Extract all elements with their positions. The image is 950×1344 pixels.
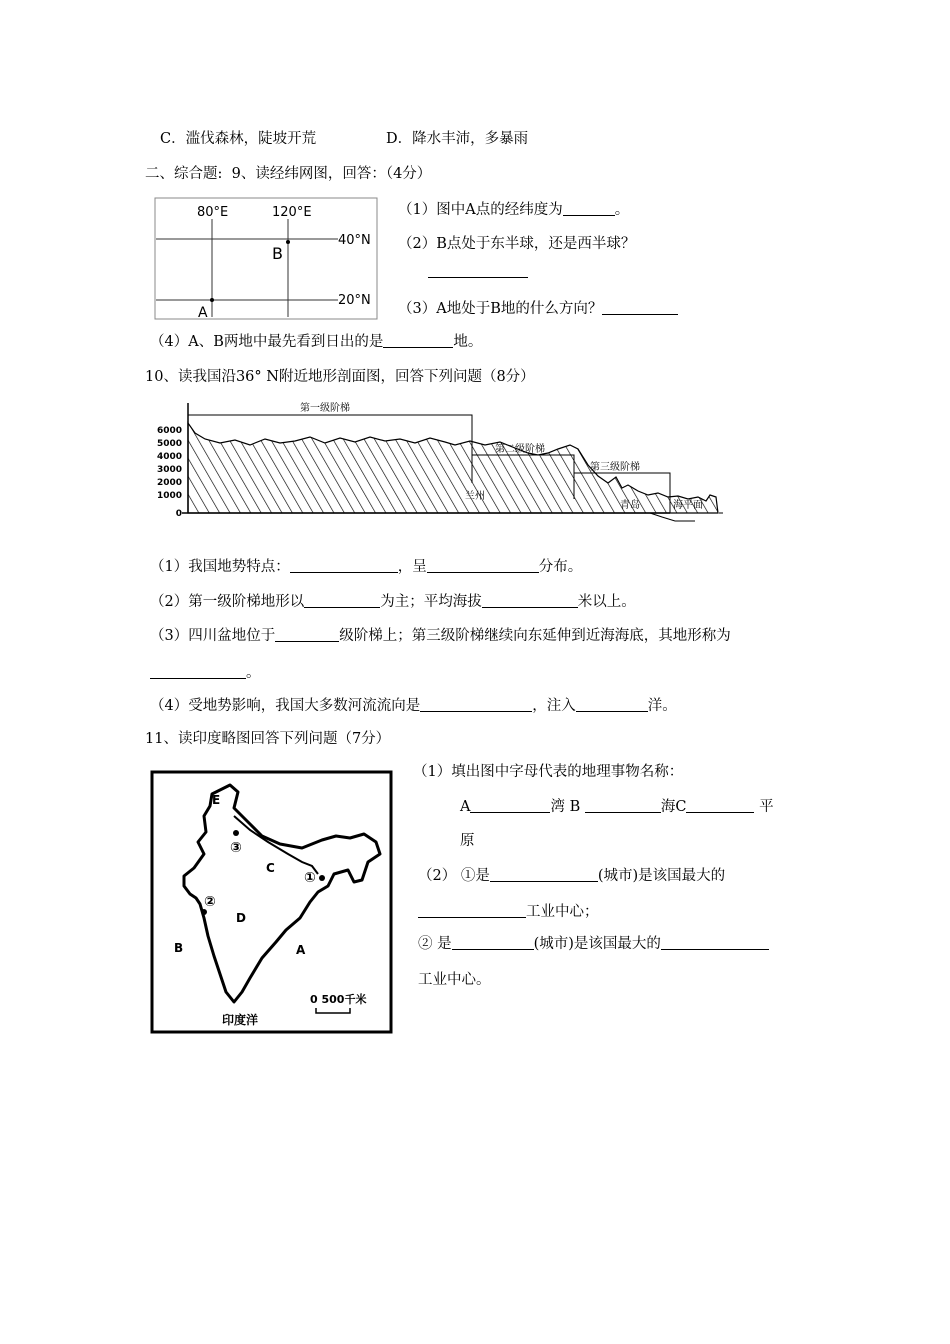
map-label-b: B bbox=[174, 941, 184, 955]
q9-part4-text: （4）A、B两地中最先看到日出的是 bbox=[150, 334, 384, 350]
india-sketch-map bbox=[150, 770, 393, 1034]
q10-part2-text: （2）第一级阶梯地形以 bbox=[150, 594, 305, 610]
lat-label-40n: 40°N bbox=[338, 233, 371, 248]
answer-blank[interactable] bbox=[383, 333, 453, 349]
q11-part2-end: 工业中心； bbox=[526, 904, 599, 920]
q11-title: 11、读印度略图回答下列问题（7分） bbox=[145, 731, 391, 747]
q9-part4-end: 地。 bbox=[453, 334, 483, 350]
q10-part1-text: （1）我国地势特点： bbox=[150, 559, 290, 575]
map-label-e: E bbox=[212, 793, 221, 807]
y-tick-0: 0 bbox=[175, 509, 182, 519]
y-tick-2000: 2000 bbox=[156, 478, 182, 488]
map-label-d: D bbox=[236, 911, 246, 925]
q10-part3-mid: 级阶梯上；第三级阶梯继续向东延伸到近海海底，其地形称为 bbox=[339, 628, 731, 644]
q10-part3 bbox=[150, 624, 731, 645]
q11-part2-cont bbox=[418, 900, 599, 921]
q9-title: 9、读经纬网图，回答：（4分） bbox=[231, 166, 432, 182]
point-b-marker bbox=[286, 240, 290, 244]
y-tick-4000: 4000 bbox=[156, 452, 182, 462]
q9-part3-text: （3）A地处于B地的什么方向？ bbox=[398, 301, 603, 317]
y-tick-1000: 1000 bbox=[156, 491, 182, 501]
option-d: D．降水丰沛，多暴雨 bbox=[386, 131, 529, 147]
lon-label-80e: 80°E bbox=[197, 205, 229, 220]
lat-lon-grid-map bbox=[150, 197, 380, 322]
ocean-label: 印度洋 bbox=[222, 1013, 259, 1027]
q9-part4 bbox=[150, 330, 482, 351]
q11-part1-fill bbox=[460, 795, 774, 816]
step3-label: 第三级阶梯 bbox=[590, 462, 640, 473]
option-c: C．滥伐森林，陡坡开荒 bbox=[160, 131, 317, 147]
answer-blank[interactable] bbox=[576, 697, 648, 713]
answer-blank[interactable] bbox=[686, 798, 754, 814]
q9-part1-end: 。 bbox=[614, 202, 630, 218]
map-label-c: C bbox=[266, 861, 275, 875]
answer-blank[interactable] bbox=[602, 300, 678, 316]
q9-part2-answer bbox=[428, 262, 528, 280]
point-a-marker bbox=[210, 298, 214, 302]
y-tick-3000: 3000 bbox=[156, 465, 182, 475]
terrain-profile bbox=[150, 393, 730, 525]
lanzhou-label: 兰州 bbox=[465, 491, 485, 502]
q11-part2-city2-mid: (城市)是该国最大的 bbox=[533, 936, 661, 952]
map-label-a: A bbox=[296, 943, 306, 957]
sea-level-label: 海平面 bbox=[673, 500, 703, 511]
answer-blank[interactable] bbox=[304, 593, 380, 609]
q10-part2-end: 米以上。 bbox=[577, 594, 636, 610]
answer-blank[interactable] bbox=[150, 664, 246, 680]
q10-part2 bbox=[150, 590, 636, 611]
q10-part4-mid: ，注入 bbox=[532, 698, 576, 714]
q10-part3-cont bbox=[150, 661, 261, 682]
answer-blank[interactable] bbox=[420, 697, 532, 713]
q9-part2: （2）B点处于东半球，还是西半球？ bbox=[398, 236, 636, 252]
q11-label-sea-c: 海C bbox=[660, 799, 687, 815]
answer-blank[interactable] bbox=[470, 798, 550, 814]
q11-label-bay-b: 湾 B bbox=[550, 799, 581, 815]
answer-blank[interactable] bbox=[428, 262, 528, 278]
answer-blank[interactable] bbox=[427, 558, 539, 574]
q11-part2-city2-end: 工业中心。 bbox=[418, 972, 491, 988]
y-tick-5000: 5000 bbox=[156, 439, 182, 449]
step1-label: 第一级阶梯 bbox=[300, 403, 350, 414]
answer-blank[interactable] bbox=[452, 935, 534, 951]
q11-part1-cont: 原 bbox=[460, 833, 475, 849]
q11-part1: （1）填出图中字母代表的地理事物名称： bbox=[413, 764, 684, 780]
q11-part2-city2-text: ② 是 bbox=[418, 936, 452, 952]
q11-part2-city2 bbox=[418, 932, 769, 953]
q10-part3-text: （3）四川盆地位于 bbox=[150, 628, 276, 644]
answer-blank[interactable] bbox=[482, 593, 578, 609]
q11-label-plain: 平 bbox=[759, 799, 774, 815]
scale-label: 0 500千米 bbox=[310, 993, 367, 1006]
q11-part2-text: （2） ①是 bbox=[418, 868, 490, 884]
q9-part3 bbox=[398, 297, 678, 318]
q10-part4 bbox=[150, 694, 677, 715]
answer-blank[interactable] bbox=[275, 627, 339, 643]
answer-blank[interactable] bbox=[661, 935, 769, 951]
q10-part2-mid: 为主；平均海拔 bbox=[380, 594, 482, 610]
lat-label-20n: 20°N bbox=[338, 293, 371, 308]
q10-part4-text: （4）受地势影响，我国大多数河流流向是 bbox=[150, 698, 421, 714]
q11-part2 bbox=[418, 864, 725, 885]
city-3-label: ③ bbox=[230, 840, 242, 856]
answer-blank[interactable] bbox=[563, 201, 615, 217]
q10-part1 bbox=[150, 555, 582, 576]
q10-part1-end: 分布。 bbox=[538, 559, 583, 575]
q9-part1 bbox=[398, 198, 629, 219]
qingdao-label: 青岛 bbox=[620, 500, 640, 511]
section-title: 二、综合题: bbox=[145, 166, 223, 182]
point-b-label: B bbox=[272, 244, 283, 263]
city-1-label: ① bbox=[304, 870, 316, 886]
section-heading bbox=[145, 162, 431, 183]
point-a-label: A bbox=[198, 305, 208, 321]
q10-part1-mid: ，呈 bbox=[397, 559, 427, 575]
answer-blank[interactable] bbox=[418, 903, 526, 919]
city-2-label: ② bbox=[204, 894, 216, 910]
answer-blank[interactable] bbox=[490, 867, 598, 883]
q11-label-a: A bbox=[460, 799, 471, 815]
answer-blank[interactable] bbox=[585, 798, 661, 814]
y-tick-6000: 6000 bbox=[156, 426, 182, 436]
lon-label-120e: 120°E bbox=[272, 205, 312, 220]
q10-part4-end: 洋。 bbox=[647, 698, 677, 714]
step2-label: 第二级阶梯 bbox=[495, 444, 545, 455]
q10-part3-end: 。 bbox=[246, 665, 261, 681]
q11-part2-mid: (城市)是该国最大的 bbox=[597, 868, 726, 884]
q9-part1-text: （1）图中A点的经纬度为 bbox=[398, 202, 563, 218]
q10-title: 10、读我国沿36° N附近地形剖面图，回答下列问题（8分） bbox=[145, 369, 535, 385]
answer-blank[interactable] bbox=[290, 558, 398, 574]
